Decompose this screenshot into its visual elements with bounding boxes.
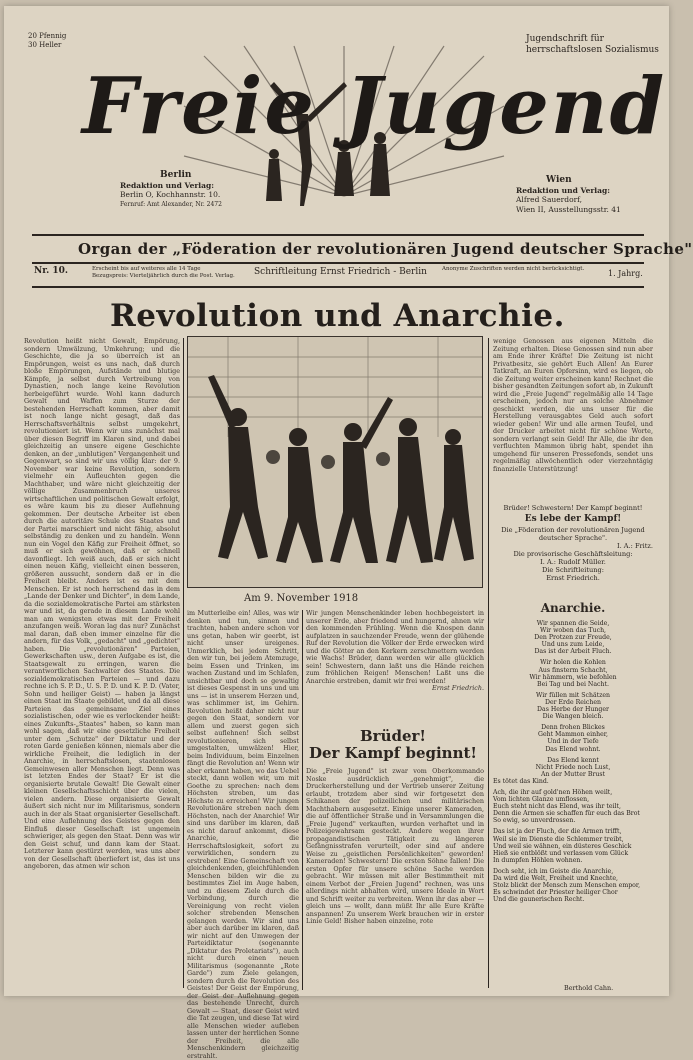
price-box xyxy=(28,32,66,50)
poem-line: Die Wangen bleich. xyxy=(542,713,604,721)
berlin-label: Redaktion und Verlag: xyxy=(120,180,215,190)
berlin-block xyxy=(120,171,222,209)
poem-line: Wir woben das Tuch, xyxy=(539,627,607,635)
crowd-drawing xyxy=(188,337,482,587)
mid-right-signature: Ernst Friedrich. xyxy=(432,684,484,692)
mid-column-text: im Mutterleibe ein! Alles, was wir denken und tun, sinnen und trachten, haben andere schon vor uns getan, haben wir geerbt, ist nicht unser ureigenes. Unmerklich, bei jedem Schritt, den wir tun, bei jedem Atemzuge, beim Essen und Trinken, im wachen Zustand und im Schlafen, unsichtbar und doch so gewaltig ist dieses Gespenst in uns und um uns — ist in unserem Herzen und, was schlimmer ist, im Gehirn. Revolution heißt daher nicht nur gegen den Staat, sondern vor allem und zuerst gegen sich selbst auflehnen! Sich selbst revolutionieren, sich selbst umgestalten, umwälzen! Hier, beim Individuum, beim Einzelnen fängt die Revolution an! Wenn wir aber erkannt haben, wo das Uebel steckt, dann wollen wir, um mit Goethe zu sprechen: nach dem Höchsten streben, um das Höchste zu erreichen! Wir jungen Revolutionäre streben nach dem Höchsten, nach der Anarchie! Wir sind uns darüber im klaren, daß es nicht darauf ankommt, diese Anarchie, die Herrschaftslosigkeit, sofort zu verwirklichen, sondern zu erstreben! Eine Gemeinschaft von gleichdenkenden, gleichfühlenden Menschen bilden wir die zu bestimmtes Ziel im Auge haben, und zu diesem Ziele durch die Verbindung, durch die Vereinigung von recht vielen solcher strebenden Menschen gelangen werden. Wir sind uns aber auch darüber im klaren, daß wir nicht auf den Umwegen der Parteidiktatur (sogenannte „Diktatur des Proletariats"), auch nicht durch einen neuen Militarismus (sogenannte „Rote Garde") zum Ziele gelangen, sondern durch die Revolution des Geistes! Der Geist der Empörung, der Geist der Auflehnung gegen das bestehende Unrecht, durch Gewalt — Staat, dieser Geist wird die Tat zeugen, und diese Tat wird alle Menschen wieder aufleben lassen unter der herrlichen Sonne der Freiheit, die alle Menschenkindern gleichzeitig erstrahlt. xyxy=(187,609,299,1060)
illustration-caption: Am 9. November 1918 xyxy=(244,593,359,604)
issue-subscription-text: Bezugspreis: Vierteljährlich durch die Post. Verlag. xyxy=(92,273,235,279)
column-divider xyxy=(488,338,489,988)
poem-line: Das Elend wohnt. xyxy=(545,745,601,753)
berlin-city: Berlin xyxy=(160,170,192,180)
price-heller: 30 Heller xyxy=(28,41,62,49)
poem-line: Bei Tag und bei Nacht. xyxy=(537,680,609,688)
poem-line: Hieß sie entblößt und verlassen vom Glück xyxy=(493,849,629,857)
poem-line: Wir spannen die Seide, xyxy=(536,620,610,627)
right-top-text: wenige Genossen aus eigenen Mitteln die Zeitung erhalten. Diese Genossen sind nun aber am Ende ihrer Kräfte! Die Zeitung ist nicht Privatbesitz, sie gehört Euch Allen! An Eurer Tatkraft, an Euren Opfersinn, wird es liegen, ob die Zeitung weiter erscheinen kann! Rechnet die bisher gesandten Zeitungen sofort ab, in Zukunft wird die „Freie Jugend" regelmäßig alle 14 Tage erscheinen, jedoch nur an solche Abnehmer geschickt werden, die uns unser für die Herstellung verausgabtes Geld auch sofort wieder geben! Wir und alle armen Teufel, und der Drucker arbeitet nicht für schöne Worte, sondern verlangt sein Geld! Ihr Alle, die ihr den verfluchten Mammon übrig habt, spendet ihn umgehend für unseren Pressefonds, sendet uns regelmäßig allwöchentlich oder vierzehntägig finanzielle Unterstützung! xyxy=(493,337,653,473)
newspaper-page xyxy=(4,6,693,1060)
tagline xyxy=(526,34,659,56)
wien-address: Wien II, Ausstellungsstr. 41 xyxy=(516,204,621,214)
wien-name: Alfred Sauerdorf, xyxy=(516,195,583,204)
poem-line: Das Herbe der Hunger xyxy=(537,706,609,714)
poem-line: In dumpfen Höhlen wohnen. xyxy=(493,856,583,864)
poem-body xyxy=(493,620,653,980)
poem-line: Es tötet das Kind. xyxy=(493,777,549,785)
poem-line: Das Elend kennt xyxy=(547,756,599,764)
poem-line: Das ist der Arbeit Fluch. xyxy=(534,648,612,656)
right-es-lebe: Es lebe der Kampf! xyxy=(524,514,622,524)
poem-line: Der Erde Reichen xyxy=(544,698,601,706)
poem-signature: Berthold Cahn. xyxy=(564,984,614,992)
poem-line: Wir hämmern, wie befohlen xyxy=(529,673,617,681)
issue-schedule xyxy=(92,266,247,280)
issue-editor: Schriftleitung Ernst Friedrich - Berlin xyxy=(254,267,427,277)
poem-line: Euch steht nicht das Elend, was ihr teilt, xyxy=(493,803,621,811)
poem-line: Und weil sie wähnen, ein düsteres Geschick xyxy=(493,842,632,850)
organ-line: Organ der „Föderation der revolutionären Jugend deutscher Sprache" xyxy=(78,240,693,258)
poem-line: Das ist ja der Fluch, der die Armen trifft, xyxy=(493,828,622,836)
column-divider xyxy=(302,610,303,990)
masthead-rule xyxy=(32,234,644,236)
issue-number: Nr. 10. xyxy=(34,266,69,276)
poem-line: Und uns zum Leide, xyxy=(541,641,605,649)
november-illustration xyxy=(187,336,483,588)
tagline-line-1: Jugendschrift für xyxy=(526,34,604,44)
right-sign-1: I. A.: Fritz. xyxy=(616,542,653,550)
right-appeal xyxy=(493,504,653,582)
right-schriftleitung: Die Schriftleitung: xyxy=(542,566,604,574)
issue-bar xyxy=(32,262,644,288)
wien-city: Wien xyxy=(546,175,572,185)
poem-line: Stolz blickt der Mensch zum Menschen empor, xyxy=(493,882,641,890)
right-sign-2: I. A.: Rudolf Müller. xyxy=(540,558,606,566)
bruder-heading xyxy=(304,728,482,762)
right-sign-3: Ernst Friedrich. xyxy=(546,574,600,582)
berlin-address: Berlin O, Kochhannstr. 10. xyxy=(120,190,221,199)
left-column-text: Revolution heißt nicht Gewalt, Empörung, sondern Umwälzung, Umkehrung; und die Geschichte, die ja so überreich ist an Empörungen, weist es uns nach, daß durch bloße Empörungen, Aufstände und blutige Kämpfe, ja selbst durch Vertreibung von Dynastien, noch lange keine Revolution herbeigeführt wurde. Wohl kann dadurch Gewalt und Waffen zum Sturze der bestehenden Herrschaft kommen, aber damit ist noch lange nicht gesagt, daß das Herrschaftsverhältnis selbst umgekehrt, revolutioniert ist. Wenn wir uns zunächst mal über diesen Begriff im Klaren sind, und dabei gleichzeitig an unsere eigene Geschichte denken, an der „unblutigen" Vergangenheit und Gegenwart, so sind wir uns völlig klar: der 9. November war keine Revolution, sondern vielmehr ein Aufleuchten gegen die Machthaber, und wäre nicht gleichzeitig der völlige Zusammenbruch unseres wirtschaftlichen und politischen Gewalt erfolgt, es wäre kaum bis zu dieser Auflehnung gekommen. Der deutsche Arbeiter ist eben durch die autoritäre Schule des Staates und der Partei marschiert und nicht fähig, absolut selbständig zu denken und zu handeln. Wenn nun ein Vogel den Käfig zur Freiheit öffnet, so muß er sich gewöhnen, daß er schnell davonfliegt. Ich weiß auch, daß er sich nicht einen neuen Käfig, vielleicht einen besseren, größeren aussucht, sondern daß er in die Freiheit bleibt. Anders ist es mit dem Menschen. Er ist noch herrschend das in dem „Lande der Denker und Dichter", in dem Lande, da die sozialdemokratische Partei am stärksten war und ist, da gerade in diesem Lande wohl man am wenigsten etwas mit der Freiheit anzufangen weiß. Woran lag das nur? Zunächst mal daran, daß eben immer einzelne für die andern, für das Volk, „gedacht" und „gedichtet" haben. Die „revolutionären" Parteien, Gewerkschaften usw., deren Aufgabe es ist, die Staatsgewalt zu erringen, waren die verantwortlichen Sachwalter des Staates. Die sozialdemokratischen Parteien — und dazu rechne ich S. P. D., U. S. P. D. und K. P. D. (Vater, Sohn und heiliger Geist) — haben ja längst einen Staat im Staate gebildet, und da all diese Parteien das gemeinsame Ziel eines sozialistischen, oder wie es verlockender heißt: eines Zukunfts-„Staates" haben, so kann man wohl sagen, daß wir eine gesetzliche Freiheit unter dem „Schutze" der Diktatur und der roten Garde genießen können, niemals aber die wirkliche Freiheit, die lediglich in der Anarchie, in herrschaftslosen, staatenlosen Gemeinwesen aller Menschen liegt. Denn was ist letzten Endes der Staat? Er ist die organisierte brutale Gewalt! Die Gewalt einer kleinen Gesellschaftsschicht über die vielen, vielen andern. Diese organisierte Gewalt äußert sich nicht nur im Militarismus, sondern auch in der als Staat organisierter Gesellschaft. Und eine Auflehnung des Geistes gegen den Einfluß dieser Gesellschaft ist ungemein schwieriger, als gegen den Staat. Denn was wir den Geist schuf, und dann kam der Staat. Letzterer kann gestürzt werden, was uns aber von der Gesellschaft überliefert ist, das ist uns angeboren, das atmen wir schon xyxy=(24,337,180,870)
article-headline: Revolution und Anarchie. xyxy=(110,298,565,334)
issue-schedule-text: Erscheint bis auf weiteres alle 14 Tage xyxy=(92,266,201,272)
poem-line: Weil sie im Dienste die Schlemmer treibt, xyxy=(493,835,624,843)
issue-notice: Anonyme Zuschriften werden nicht berücksichtigt. xyxy=(442,266,585,272)
mid-right-paragraph: Wir jungen Menschenkinder leben hochbegeistert in unserer Erde, aber friedend und hungernd, ahnen wir den kommenden Frühling. Wenn die Knospen dann aufplatzen in sauchzender Freude, wenn der glühende Ruf der Revolution die Völker der Erde erwecken wird und die Götter an den Kerkern zerschmettern werden wie Wachs! Brüder, dann werden wir alle glücklich sein! Schwestern, dann laßt uns die Hände reichen zum fröhlichen Reigen! Menschen! Laßt uns die Anarchie erstreben, damit wir frei werden! xyxy=(306,609,484,685)
poem-line: Da wird die Welt, Freiheit und Knechte, xyxy=(493,875,618,882)
poem-line: An der Mutter Brust xyxy=(541,770,605,778)
bruder-text: Die „Freie Jugend" ist zwar vom Oberkommando Noske ausdrücklich „genehmigt", die Druckerherstellung und der Vertrieb unserer Zeitung erlaubt, trotzdem aber sind wir fortgesetzt den Schikanen der polizeilichen und militärischen Machthabern ausgesetzt. Einige unserer Kameraden, die auf öffentlicher Straße und in Versammlungen die „Freie Jugend" verkauften, wurden verhaftet und in Polizeigewahrsam gesteckt. Andere wegen ihrer propagandistischen Tätigkeit zu längeren Gefängnisstrafen verurteilt, oder sind auf andere Weise zu „geistlichen Persönlichkeiten" geworden! Kameraden! Schwestern! Die ersten Söhne fallen! Die ersten Opfer für unsere schöne Sache werden gebracht. Wir müssen mit aller Bestimmtheit mit einem Verbot der „Freien Jugend" rechnen, was uns allerdings nicht abhalten wird, unsere Ideale in Wort und Schrift weiter zu verbreiten. Wenn ihr das aber — gleich uns — wollt, dann müßt Ihr alle Eure Kräfte anspannen! Zu unserem Werk brauchen wir in erster Linie Geld! Bisher haben einzelne, rote xyxy=(306,767,484,925)
masthead-title: Freie Jugend xyxy=(82,61,667,152)
wien-block xyxy=(516,176,621,214)
berlin-phone: Fernruf: Amt Alexander, Nr. 2472 xyxy=(120,200,222,208)
poem-line: Aus finsterm Schacht, xyxy=(538,666,608,674)
poem-line: Es schwindet der Priester heiliger Chor xyxy=(493,889,618,897)
column-divider xyxy=(183,338,184,988)
right-org: Die „Föderation der revolutionären Jugend deutscher Sprache". xyxy=(501,526,645,542)
poem-line: Denn die Armen sie schaffen für euch das Brot xyxy=(493,810,640,818)
tagline-line-2: herrschaftslosen Sozialismus xyxy=(526,45,659,55)
poem-line: Und in der Tiefe xyxy=(547,738,599,746)
poem-line: Doch seht, ich im Geiste die Anarchie, xyxy=(493,867,614,875)
poem-line: Nicht Friede noch Lust, xyxy=(535,763,611,771)
issue-year: 1. Jahrg. xyxy=(608,269,643,278)
bruder-title-line-2: Der Kampf beginnt! xyxy=(308,744,477,762)
poem-line: Vom lichten Glanze umflossen, xyxy=(493,796,590,804)
poem-line: So ewig, so unverdrossen. xyxy=(493,817,576,825)
poem-title: Anarchie. xyxy=(540,601,606,615)
wien-label: Redaktion und Verlag: xyxy=(516,185,611,195)
price-pfennig: 20 Pfennig xyxy=(28,32,67,40)
poem-line: Und die gaunerischen Recht. xyxy=(493,896,585,904)
mid-right-column-text xyxy=(306,610,484,718)
poem-line: Ach, die ihr auf gold'nen Höhen weilt, xyxy=(493,788,613,796)
poem-line: Den Protzen zur Freude, xyxy=(534,634,612,642)
bruder-title-line-1: Brüder! xyxy=(359,727,426,745)
poem-line: Denn frohen Blickes xyxy=(541,724,605,732)
poem-line: Wir holen die Kohlen xyxy=(540,659,606,667)
right-provisional: Die provisorische Geschäftsleitung: xyxy=(513,550,633,558)
poem-line: Geht Mammon einher, xyxy=(538,731,608,739)
poem-line: Wir füllen mit Schätzen xyxy=(535,691,611,699)
right-rally: Brüder! Schwestern! Der Kampf beginnt! xyxy=(503,504,643,512)
